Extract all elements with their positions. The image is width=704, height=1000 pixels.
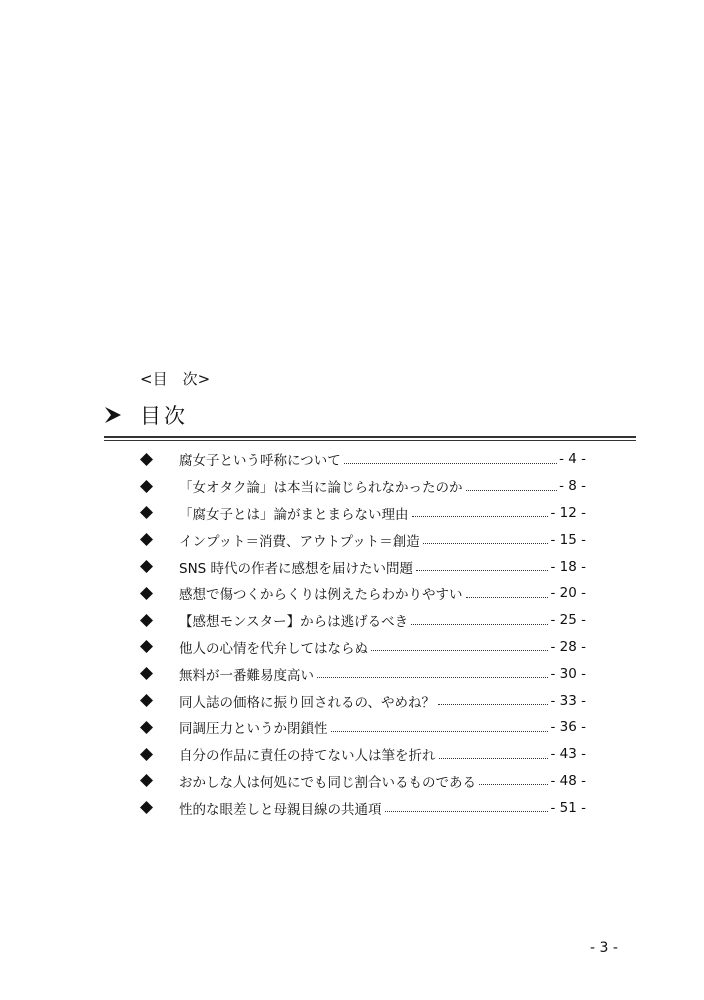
page-number: - 3 - (590, 940, 618, 956)
toc-entry-title: 腐女子という呼称について (179, 453, 341, 470)
toc-entry-title: 「女オタク論」は本当に論じられなかったのか (179, 480, 463, 497)
dot-leader (331, 731, 549, 732)
toc-entry[interactable] (140, 714, 586, 741)
toc-heading (104, 400, 188, 430)
diamond-icon (140, 640, 153, 653)
toc-subtitle: <目 次> (140, 370, 211, 388)
dot-leader (411, 624, 548, 625)
toc-entry-title: 同人誌の価格に振り回されるの、やめね？ (179, 694, 435, 711)
diamond-icon (140, 667, 153, 680)
toc-entry-page: - 12 - (550, 504, 586, 521)
toc-entry-page: - 25 - (550, 612, 586, 629)
toc-entry[interactable] (140, 687, 586, 714)
dot-leader (416, 570, 548, 571)
toc-entry[interactable] (140, 473, 586, 500)
toc-entry[interactable] (140, 741, 586, 768)
toc-entry-title: 性的な眼差しと母親目線の共通項 (179, 801, 382, 818)
toc-entry-page: - 20 - (550, 585, 586, 602)
toc-entry[interactable] (140, 580, 586, 607)
dot-leader (466, 597, 549, 598)
dot-leader (438, 704, 549, 705)
dot-leader (385, 811, 549, 812)
toc-entry-page: - 28 - (550, 638, 586, 655)
dot-leader (439, 758, 549, 759)
toc-entry-title: 【感想モンスター】からは逃げるべき (179, 614, 409, 631)
diamond-icon (140, 801, 153, 814)
toc-entry-page: - 43 - (550, 746, 586, 763)
toc-entry-title: 「腐女子とは」論がまとまらない理由 (179, 506, 409, 523)
dot-leader (371, 650, 548, 651)
diamond-icon (140, 748, 153, 761)
toc-entry-title: 感想で傷つくからくりは例えたらわかりやすい (179, 587, 463, 604)
toc-entry-page: - 48 - (550, 772, 586, 789)
diamond-icon (140, 587, 153, 600)
toc-entry-title: 他人の心情を代弁してはならぬ (179, 640, 368, 657)
toc-entry-page: - 33 - (550, 692, 586, 709)
toc-entry[interactable] (140, 768, 586, 795)
dot-leader (412, 516, 549, 517)
diamond-icon (140, 774, 153, 787)
toc-entry-page: - 15 - (550, 531, 586, 548)
toc-list (140, 446, 586, 821)
arrow-right-icon (104, 406, 122, 424)
toc-entry-title: SNS 時代の作者に感想を届けたい問題 (179, 560, 414, 577)
diamond-icon (140, 560, 153, 573)
toc-entry[interactable] (140, 553, 586, 580)
toc-entry[interactable] (140, 634, 586, 661)
toc-entry-page: - 8 - (559, 478, 586, 495)
toc-entry-title: 同調圧力というか閉鎖性 (179, 721, 328, 738)
dot-leader (344, 463, 557, 464)
page-title: 目次 (140, 404, 188, 428)
toc-entry-page: - 4 - (559, 451, 586, 468)
toc-entry-page: - 36 - (550, 719, 586, 736)
toc-entry[interactable] (140, 607, 586, 634)
toc-entry-title: 無料が一番難易度高い (179, 667, 314, 684)
toc-entry-title: おかしな人は何処にでも同じ割合いるものである (179, 774, 476, 791)
heading-rule-thick (104, 436, 636, 438)
toc-entry[interactable] (140, 660, 586, 687)
toc-entry[interactable] (140, 794, 586, 821)
toc-entry[interactable] (140, 446, 586, 473)
toc-entry[interactable] (140, 526, 586, 553)
diamond-icon (140, 694, 153, 707)
toc-entry-page: - 18 - (550, 558, 586, 575)
toc-entry-title: 自分の作品に責任の持てない人は筆を折れ (179, 748, 436, 765)
diamond-icon (140, 614, 153, 627)
toc-entry-page: - 30 - (550, 665, 586, 682)
diamond-icon (140, 506, 153, 519)
toc-entry[interactable] (140, 500, 586, 527)
dot-leader (466, 490, 558, 491)
diamond-icon (140, 480, 153, 493)
diamond-icon (140, 453, 153, 466)
dot-leader (317, 677, 548, 678)
toc-entry-title: インプット＝消費、アウトプット＝創造 (179, 533, 420, 550)
dot-leader (479, 784, 548, 785)
toc-entry-page: - 51 - (550, 799, 586, 816)
dot-leader (423, 543, 549, 544)
diamond-icon (140, 721, 153, 734)
diamond-icon (140, 533, 153, 546)
heading-rule-thin (104, 440, 636, 441)
